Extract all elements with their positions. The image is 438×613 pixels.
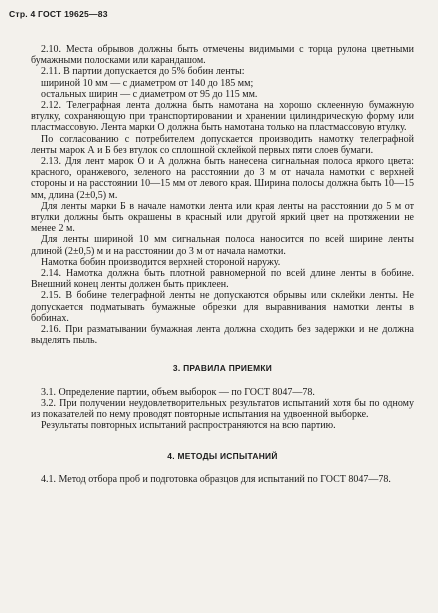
- paragraph: Результаты повторных испытаний распространяются на всю партию.: [41, 420, 336, 432]
- paragraph: 4.1. Метод отбора проб и подготовка образцов для испытаний по ГОСТ 8047—78.: [41, 473, 391, 485]
- paragraph: Намотка бобин производится верхней стороной наружу.: [41, 256, 281, 268]
- paragraph: Для ленты шириной 10 мм сигнальная полоса наносится по всей ширине ленты длиной (2±0,5) м и на расстоянии до 3 м от начала намотки.: [31, 234, 414, 257]
- paragraph: Для ленты марки Б в начале намотки лента или края ленты на расстоянии до 5 м от втулки должны быть окрашены в красный или другой яркий цвет на протяжении не менее 2 м.: [31, 200, 414, 235]
- paragraph: 2.15. В бобине телеграфной ленты не допускаются обрывы или склейки ленты. Не допускается подматывать бумажные обрезки для выравнивания намотки ленты в бобинах.: [31, 290, 414, 324]
- paragraph: 2.14. Намотка должна быть плотной равномерной по всей длине ленты в бобине. Внешний конец ленты должен быть приклеен.: [31, 268, 414, 291]
- paragraph: 2.10. Места обрывов должны быть отмечены видимыми с торца рулона цветными бумажными полосками или карандашом.: [31, 44, 414, 67]
- paragraph: остальных ширин — с диаметром от 95 до 115 мм.: [41, 88, 258, 100]
- paragraph: 2.11. В партии допускается до 5% бобин ленты:: [41, 66, 245, 78]
- paragraph: 3.1. Определение партии, объем выборок — по ГОСТ 8047—78.: [41, 386, 315, 398]
- page-header: Стр. 4 ГОСТ 19625—83: [9, 9, 108, 19]
- paragraph: 2.13. Для лент марок О и А должна быть нанесена сигнальная полоса яркого цвета: красного, оранжевого, зеленого на расстоянии до 3 м от начала намотки с верхней стороны и на расстоянии 10—15 мм от левого края. Ширина полосы должна быть 10—15 мм, длина (2±0,5) м.: [31, 156, 414, 201]
- document-body: [31, 44, 414, 485]
- paragraph: 2.12. Телеграфная лента должна быть намотана на хорошо склеенную бумажную втулку, сохраняющую при транспортировании и хранении цилиндрическую форму или пластмассовую. Лента марки О должна быть намотана только на пластмассовую втулку.: [31, 100, 414, 134]
- paragraph: 3.2. При получении неудовлетворительных результатов испытаний хотя бы по одному из показателей по нему проводят повторные испытания на удвоенной выборке.: [31, 397, 414, 421]
- section-heading: 3. ПРАВИЛА ПРИЕМКИ: [172, 363, 273, 374]
- section-heading: 4. МЕТОДЫ ИСПЫТАНИЙ: [167, 450, 278, 461]
- paragraph: 2.16. При разматывании бумажная лента должна сходить без задержки и не должна выделять пыль.: [31, 324, 414, 347]
- paragraph: шириной 10 мм — с диаметром от 140 до 185 мм;: [41, 77, 254, 89]
- paragraph: По согласованию с потребителем допускается производить намотку телеграфной ленты марок А и Б без втулок со сплошной склейкой первых пяти слоев бумаги.: [31, 133, 414, 156]
